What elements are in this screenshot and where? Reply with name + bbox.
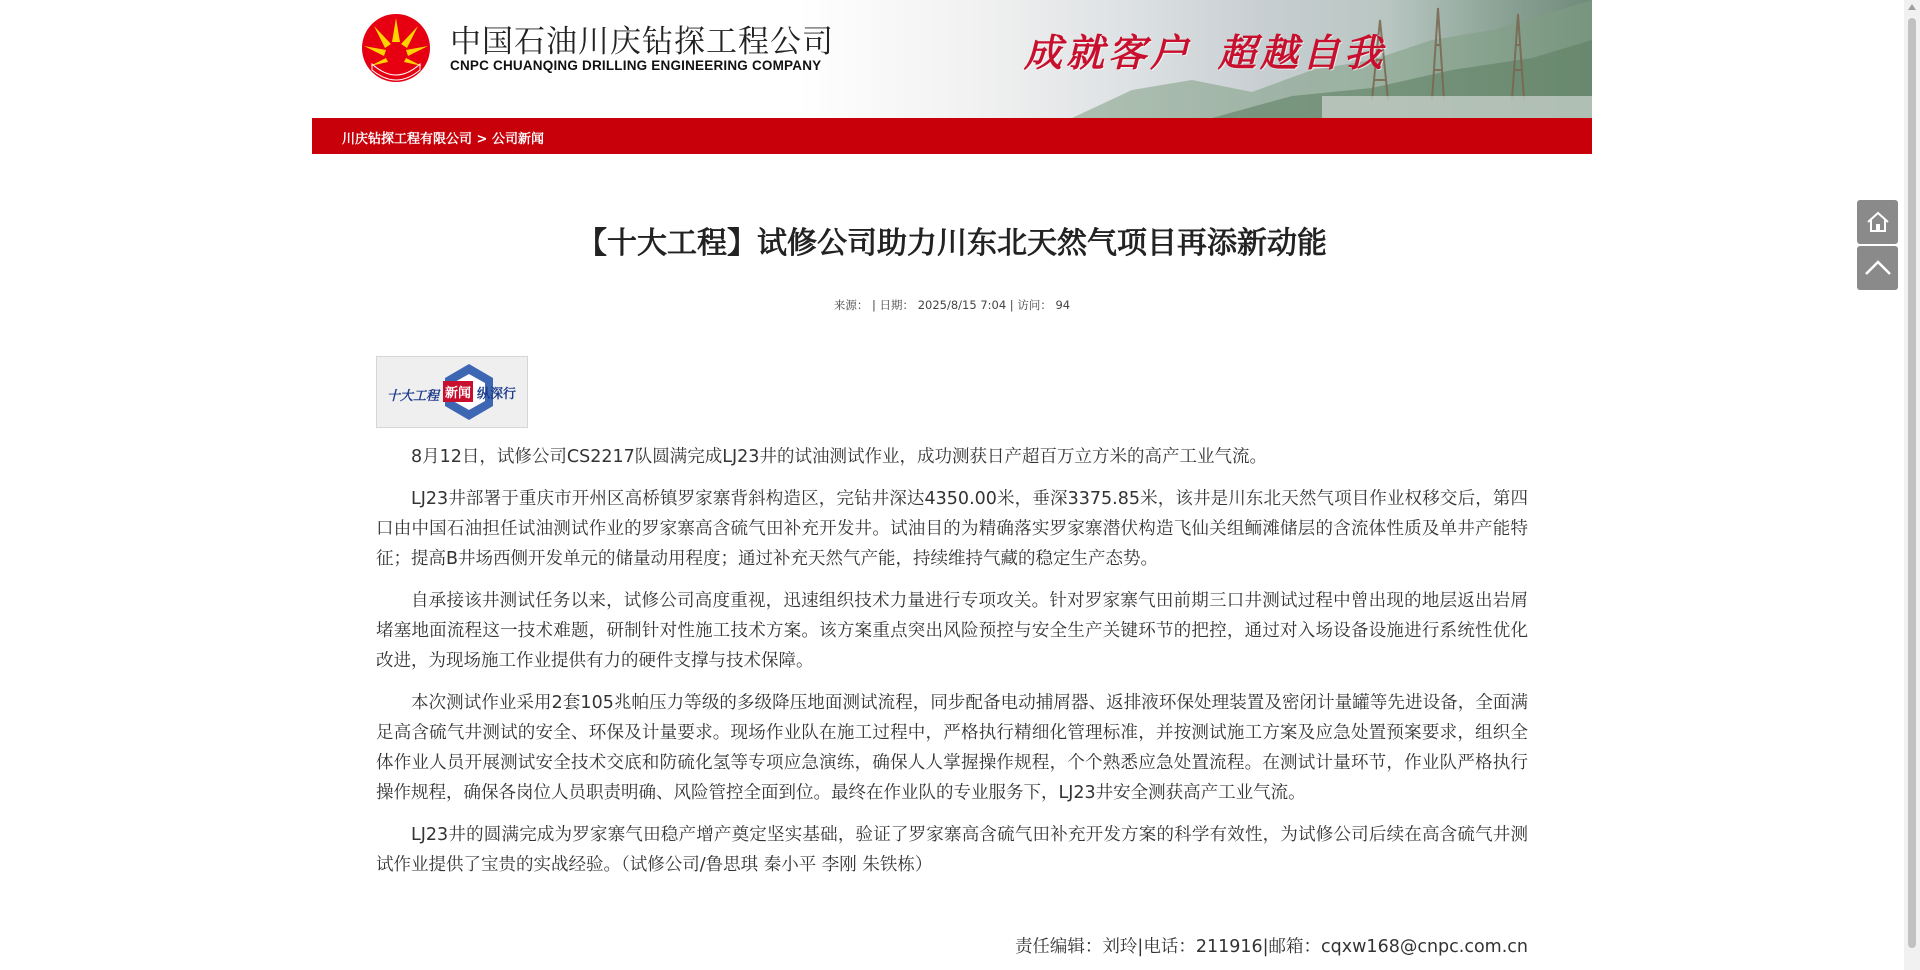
vertical-scrollbar[interactable] <box>1904 0 1920 970</box>
home-icon <box>1865 209 1891 235</box>
site-header <box>312 0 1592 118</box>
slogan <box>1024 22 1386 77</box>
editor-info: 责任编辑：刘玲|电话：211916|邮箱：cqxw168@cnpc.com.cn <box>1014 937 1528 957</box>
home-button[interactable] <box>1857 200 1898 244</box>
page <box>312 0 1592 957</box>
breadcrumb-current-link[interactable]: 公司新闻 <box>491 132 544 147</box>
banner-label-right: 纵深行 <box>477 387 517 402</box>
cnpc-logo-icon[interactable] <box>360 12 432 84</box>
article-meta: 来源： | 日期： 2025/8/15 7:04 | 访问： 94 <box>833 298 1071 312</box>
breadcrumb <box>342 128 544 147</box>
side-tools <box>1857 200 1898 292</box>
article-body <box>376 356 1528 892</box>
company-name-cn: 中国石油川庆钻探工程公司 <box>450 24 834 60</box>
slogan-part2: 超越自我 <box>1218 30 1387 75</box>
slogan-part1: 成就客户 <box>1024 30 1193 75</box>
series-banner-image <box>376 356 528 428</box>
article-paragraph: LJ23井部署于重庆市开州区高桥镇罗家寨背斜构造区，完钻井深达4350.00米，垂深3375.85米，该井是川东北天然气项目作业权移交后，第四口由中国石油担任试油测试作业的罗家寨高含硫气田补充开发井。试油目的为精确落实罗家寨潜伏构造飞仙关组鲕滩储层的含流体性质及单井产能特征；提高B井场西侧开发单元的储量动用程度；通过补充天然气产能，持续维持气藏的稳定生产态势。 <box>376 489 1528 569</box>
article-paragraph: 8月12日，试修公司CS2217队圆满完成LJ23井的试油测试作业，成功测获日产超百万立方米的高产工业气流。 <box>411 447 1267 467</box>
scroll-thumb[interactable] <box>1908 18 1916 948</box>
scroll-up-arrow-icon[interactable] <box>1908 4 1916 10</box>
article-paragraph: 自承接该井测试任务以来，试修公司高度重视，迅速组织技术力量进行专项攻关。针对罗家寨气田前期三口井测试过程中曾出现的地层返出岩屑堵塞地面流程这一技术难题，研制针对性施工技术方案。该方案重点突出风险预控与安全生产关键环节的把控，通过对入场设备设施进行系统性优化改进，为现场施工作业提供有力的硬件支撑与技术保障。 <box>376 591 1528 671</box>
breadcrumb-separator: > <box>476 132 488 147</box>
chevron-up-icon <box>1863 255 1893 281</box>
article-title: 【十大工程】试修公司助力川东北天然气项目再添新动能 <box>577 226 1327 261</box>
breadcrumb-home-link[interactable]: 川庆钻探工程有限公司 <box>342 132 473 147</box>
company-name-en: CNPC CHUANQING DRILLING ENGINEERING COMPANY <box>450 58 822 73</box>
back-to-top-button[interactable] <box>1857 246 1898 290</box>
article-paragraph: 本次测试作业采用2套105兆帕压力等级的多级降压地面测试流程，同步配备电动捕屑器、返排液环保处理装置及密闭计量罐等先进设备，全面满足高含硫气井测试的安全、环保及计量要求。现场作业队在施工过程中，严格执行精细化管理标准，并按测试施工方案及应急处置预案要求，组织全体作业人员开展测试安全技术交底和防硫化氢等专项应急演练，确保人人掌握操作规程，个个熟悉应急处置流程。在测试计量环节，作业队严格执行操作规程，确保各岗位人员职责明确、风险管控全面到位。最终在作业队的专业服务下，LJ23井安全测获高产工业气流。 <box>376 693 1528 803</box>
article-paragraph: LJ23井的圆满完成为罗家寨气田稳产增产奠定坚实基础，验证了罗家寨高含硫气田补充开发方案的科学有效性，为试修公司后续在高含硫气井测试作业提供了宝贵的实战经验。（试修公司/鲁思琪 秦小平 李刚 朱铁栋） <box>376 825 1528 875</box>
breadcrumb-bar <box>312 118 1592 154</box>
banner-label-left: 十大工程 <box>387 389 440 404</box>
banner-label-middle: 新闻 <box>443 381 473 402</box>
